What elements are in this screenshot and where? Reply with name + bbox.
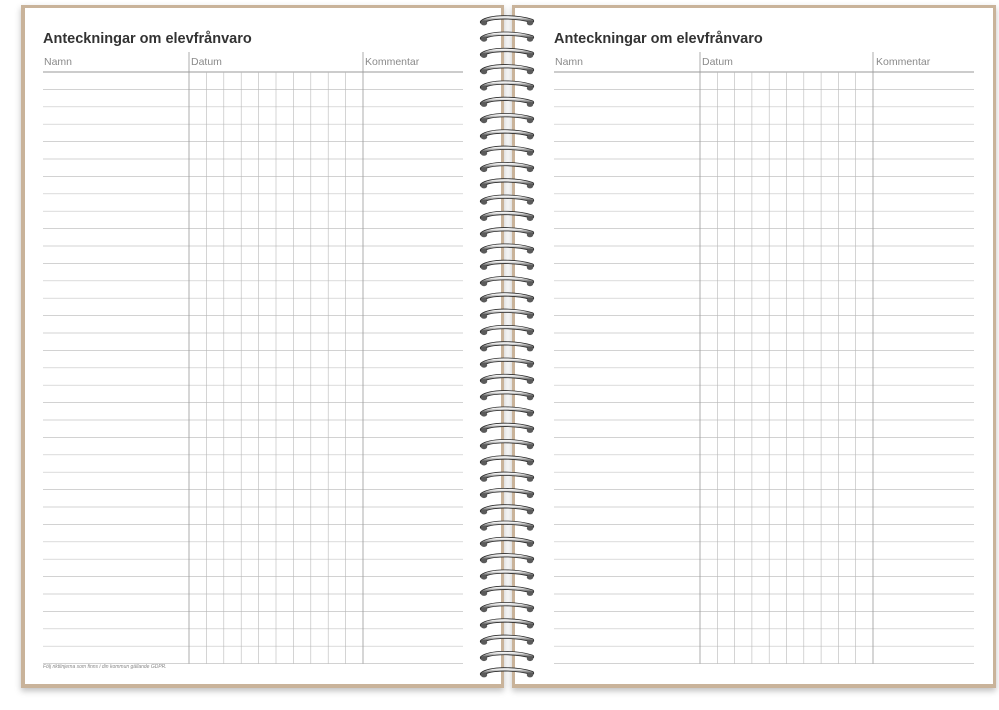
attendance-grid — [25, 8, 501, 684]
spiral-hole — [481, 135, 487, 140]
spiral-hole — [481, 314, 487, 319]
spiral-hole — [527, 184, 533, 189]
spiral-hole — [527, 151, 533, 156]
spiral-hole — [527, 118, 533, 123]
spiral-hole — [527, 624, 533, 629]
spiral-coil-highlight — [482, 115, 532, 120]
spiral-hole — [481, 510, 487, 515]
spiral-hole — [527, 70, 533, 75]
spiral-hole — [481, 559, 487, 564]
spiral-coil-highlight — [482, 637, 532, 642]
spiral-coil-highlight — [482, 83, 532, 88]
spiral-hole — [527, 298, 533, 303]
spiral-hole — [527, 656, 533, 661]
spiral-hole — [527, 526, 533, 531]
spiral-hole — [527, 591, 533, 596]
spiral-hole — [481, 477, 487, 482]
spiral-hole — [527, 379, 533, 384]
spiral-hole — [527, 135, 533, 140]
spiral-hole — [527, 37, 533, 42]
spiral-hole — [481, 53, 487, 58]
spiral-hole — [481, 21, 487, 26]
page-title: Anteckningar om elevfrånvaro — [554, 31, 763, 47]
spiral-coil-highlight — [482, 34, 532, 39]
spiral-coil-highlight — [482, 343, 532, 348]
spiral-hole — [527, 461, 533, 466]
spiral-hole — [527, 102, 533, 107]
spiral-coil-highlight — [482, 588, 532, 593]
spiral-hole — [527, 86, 533, 91]
spiral-coil-highlight — [482, 164, 532, 169]
spiral-hole — [527, 330, 533, 335]
spiral-hole — [527, 396, 533, 401]
spiral-coil-highlight — [482, 392, 532, 397]
spiral-hole — [481, 363, 487, 368]
spiral-coil-highlight — [482, 653, 532, 658]
spiral-hole — [527, 21, 533, 26]
spiral-hole — [527, 640, 533, 645]
spiral-coil-highlight — [482, 213, 532, 218]
spiral-coil-highlight — [482, 99, 532, 104]
spiral-hole — [481, 216, 487, 221]
spiral-coil-highlight — [482, 572, 532, 577]
spiral-hole — [481, 640, 487, 645]
spiral-coil-highlight — [482, 50, 532, 55]
spiral-coil-highlight — [482, 457, 532, 462]
spiral-hole — [527, 673, 533, 678]
spiral-hole — [527, 265, 533, 270]
spiral-hole — [527, 559, 533, 564]
spiral-coil-highlight — [482, 506, 532, 511]
spiral-coil-highlight — [482, 262, 532, 267]
spiral-coil-highlight — [482, 539, 532, 544]
spiral-hole — [481, 461, 487, 466]
column-header-name: Namn — [44, 56, 73, 68]
spiral-hole — [527, 575, 533, 580]
column-header-name: Namn — [555, 56, 584, 68]
spiral-coil-highlight — [482, 66, 532, 71]
spiral-coil-highlight — [482, 425, 532, 430]
spiral-hole — [527, 314, 533, 319]
spiral-coil-highlight — [482, 17, 532, 22]
spiral-coil-highlight — [482, 474, 532, 479]
spiral-coil-highlight — [482, 246, 532, 251]
spiral-hole — [527, 281, 533, 286]
spiral-hole — [481, 233, 487, 238]
spiral-coil-highlight — [482, 180, 532, 185]
spiral-hole — [481, 298, 487, 303]
spiral-hole — [527, 493, 533, 498]
spiral-hole — [481, 428, 487, 433]
spiral-coil-highlight — [482, 604, 532, 609]
spiral-coil-highlight — [482, 294, 532, 299]
spiral-hole — [481, 412, 487, 417]
spiral-hole — [481, 379, 487, 384]
spiral-hole — [527, 233, 533, 238]
spiral-hole — [481, 118, 487, 123]
spiral-coil-highlight — [482, 523, 532, 528]
spiral-coil-highlight — [482, 555, 532, 560]
spiral-hole — [481, 591, 487, 596]
spiral-hole — [481, 526, 487, 531]
spiral-hole — [481, 673, 487, 678]
spiral-coil-highlight — [482, 131, 532, 136]
spiral-hole — [481, 281, 487, 286]
spiral-coil-highlight — [482, 278, 532, 283]
spiral-hole — [481, 70, 487, 75]
spiral-hole — [527, 53, 533, 58]
spiral-coil-highlight — [482, 229, 532, 234]
spiral-coil-highlight — [482, 490, 532, 495]
spiral-hole — [527, 216, 533, 221]
spiral-binding — [476, 10, 538, 690]
spiral-coil-highlight — [482, 327, 532, 332]
spiral-hole — [481, 249, 487, 254]
spiral-hole — [481, 330, 487, 335]
spiral-coil-highlight — [482, 441, 532, 446]
spiral-hole — [527, 412, 533, 417]
spiral-coil-highlight — [482, 360, 532, 365]
spiral-hole — [527, 363, 533, 368]
spiral-hole — [481, 575, 487, 580]
spiral-coil-highlight — [482, 669, 532, 674]
spiral-hole — [527, 542, 533, 547]
spiral-hole — [481, 151, 487, 156]
spiral-coil-highlight — [482, 620, 532, 625]
spiral-coil-highlight — [482, 376, 532, 381]
spiral-hole — [527, 477, 533, 482]
column-header-comment: Kommentar — [876, 56, 931, 68]
right-page — [515, 8, 993, 684]
spiral-hole — [481, 493, 487, 498]
spiral-hole — [481, 265, 487, 270]
attendance-grid — [515, 8, 993, 684]
spiral-hole — [481, 102, 487, 107]
spiral-hole — [527, 444, 533, 449]
spiral-hole — [527, 249, 533, 254]
gdpr-footnote: Följ riktlinjerna som finns i din kommun gällande GDPR. — [43, 664, 167, 670]
column-header-date: Datum — [191, 56, 222, 68]
spiral-hole — [527, 347, 533, 352]
spiral-hole — [481, 86, 487, 91]
spiral-coil-highlight — [482, 409, 532, 414]
spiral-hole — [481, 607, 487, 612]
spiral-hole — [527, 510, 533, 515]
spiral-hole — [527, 428, 533, 433]
spiral-hole — [527, 200, 533, 205]
spiral-hole — [481, 200, 487, 205]
spiral-hole — [481, 444, 487, 449]
spiral-hole — [527, 167, 533, 172]
spiral-hole — [481, 542, 487, 547]
spiral-coil-highlight — [482, 197, 532, 202]
spiral-coil-highlight — [482, 311, 532, 316]
column-header-date: Datum — [702, 56, 733, 68]
spiral-hole — [481, 396, 487, 401]
spiral-hole — [481, 656, 487, 661]
spiral-hole — [481, 184, 487, 189]
spiral-hole — [481, 624, 487, 629]
spiral-hole — [481, 347, 487, 352]
spiral-coil-highlight — [482, 148, 532, 153]
left-page — [25, 8, 501, 684]
spiral-hole — [527, 607, 533, 612]
spiral-hole — [481, 37, 487, 42]
spiral-hole — [481, 167, 487, 172]
page-title: Anteckningar om elevfrånvaro — [43, 31, 252, 47]
column-header-comment: Kommentar — [365, 56, 420, 68]
